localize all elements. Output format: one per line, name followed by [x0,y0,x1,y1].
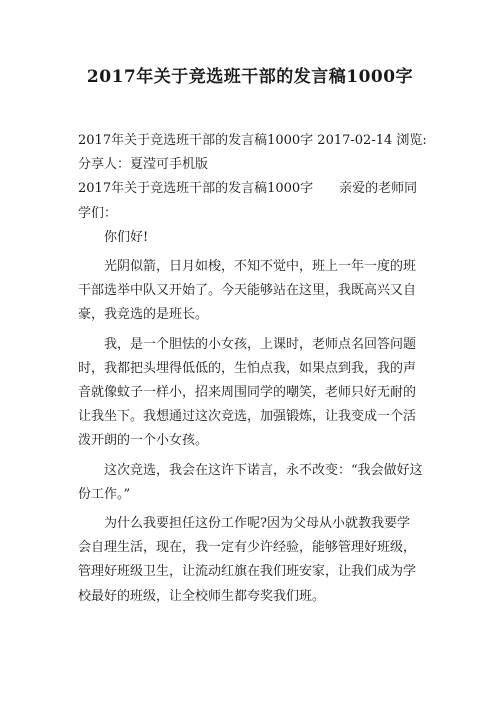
meta-line: 2017年关于竞选班干部的发言稿1000字 2017-02-14 浏览: [78,133,427,148]
greeting: 你们好! [104,229,149,245]
paragraph-1 [78,255,428,328]
sharer-line: 分享人：夏滢可手机版 [78,157,209,173]
paragraph-line: 份工作。” [78,486,131,502]
paragraph-line: 豪，我竞选的是班长。 [78,307,209,323]
paragraph-line: 校最好的班级，让全校师生都夸奖我们班。 [78,588,326,604]
paragraph-line: 管理好班级卫生，让流动红旗在我们班安家，让我们成为学 [78,564,417,580]
paragraph-line: 我，是一个胆怯的小女孩，上课时，老师点名回答问题 [104,336,417,352]
paragraph-3 [78,459,428,507]
paragraph-line: 这次竞选，我会在这许下诺言，永不改变：“我会做好这 [104,462,423,478]
paragraph-line: 干部选举中队又开始了。今天能够站在这里，我既高兴又自 [78,283,417,299]
paragraph-line: 泼开朗的一个小女孩。 [78,433,209,449]
document-title: 2017年关于竞选班干部的发言稿1000字 [86,67,414,87]
paragraph-line: 为什么我要担任这份工作呢?因为父母从小就教我要学 [104,516,410,532]
paragraph-line: 让我坐下。我想通过这次竞选，加强锻炼，让我变成一个活 [78,409,417,425]
paragraph-2 [78,333,428,454]
salutation-end: 学们： [78,205,118,221]
paragraph-line: 会自理生活，现在，我一定有少许经验，能够管理好班级， [78,540,417,556]
paragraph-line: 时，我都把头埋得低低的，生怕点我，如果点到我，我的声 [78,360,417,376]
document-body [78,129,428,609]
intro-title: 2017年关于竞选班干部的发言稿1000字 [78,181,314,197]
intro-line [78,177,428,201]
paragraph-line: 音就像蚊子一样小，招来周围同学的嘲笑，老师只好无耐的 [78,385,417,401]
paragraph-4 [78,512,428,609]
paragraph-line: 光阴似箭，日月如梭，不知不觉中，班上一年一度的班 [104,259,417,275]
salutation-start: 亲爱的老师同 [339,181,418,197]
